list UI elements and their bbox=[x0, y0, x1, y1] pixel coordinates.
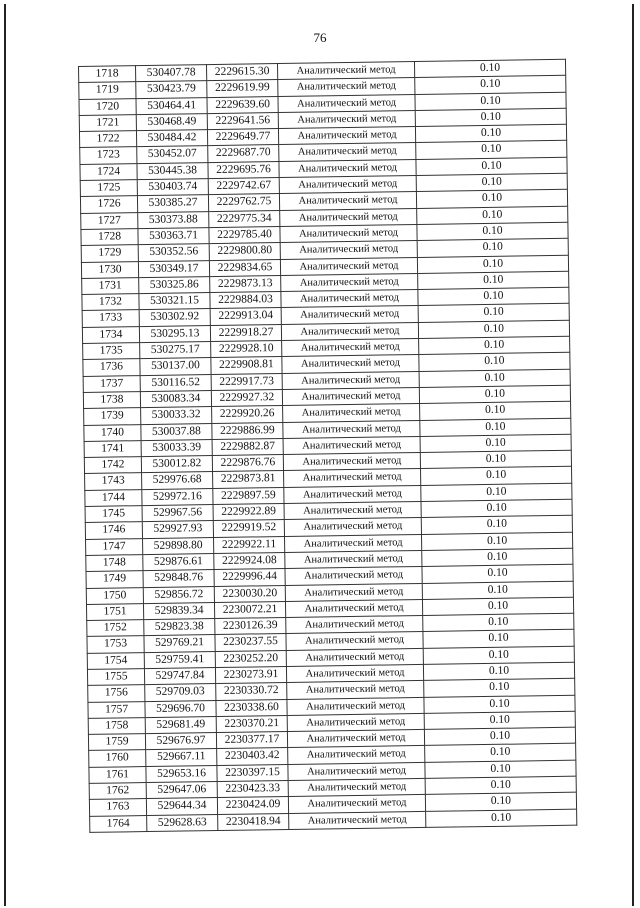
method-cell: Аналитический метод bbox=[286, 648, 423, 666]
y-coordinate: 2229873.81 bbox=[213, 471, 284, 488]
y-coordinate: 2230072.21 bbox=[214, 601, 285, 618]
accuracy-cell: 0.10 bbox=[423, 613, 574, 632]
x-coordinate: 529747.84 bbox=[144, 668, 215, 685]
y-coordinate: 2230418.94 bbox=[218, 813, 289, 830]
x-coordinate: 529644.34 bbox=[146, 798, 217, 815]
y-coordinate: 2229742.67 bbox=[208, 178, 279, 195]
point-number: 1724 bbox=[80, 163, 137, 180]
coordinates-table bbox=[78, 59, 577, 833]
accuracy-cell: 0.10 bbox=[415, 76, 566, 95]
point-number: 1751 bbox=[86, 603, 143, 620]
point-number: 1758 bbox=[88, 717, 145, 734]
x-coordinate: 530321.15 bbox=[139, 293, 210, 310]
y-coordinate: 2230403.42 bbox=[217, 748, 288, 765]
point-number: 1755 bbox=[87, 669, 144, 686]
y-coordinate: 2229695.76 bbox=[208, 161, 279, 178]
x-coordinate: 529769.21 bbox=[144, 635, 215, 652]
method-cell: Аналитический метод bbox=[279, 143, 416, 161]
method-cell: Аналитический метод bbox=[287, 730, 424, 748]
method-cell: Аналитический метод bbox=[280, 241, 417, 259]
point-number: 1752 bbox=[87, 620, 144, 637]
method-cell: Аналитический метод bbox=[281, 290, 418, 308]
accuracy-cell: 0.10 bbox=[419, 369, 570, 388]
x-coordinate: 529681.49 bbox=[145, 716, 216, 733]
accuracy-cell: 0.10 bbox=[421, 516, 572, 535]
x-coordinate: 530116.52 bbox=[140, 374, 211, 391]
accuracy-cell: 0.10 bbox=[421, 532, 572, 551]
x-coordinate: 529898.80 bbox=[143, 537, 214, 554]
point-number: 1718 bbox=[79, 66, 136, 83]
x-coordinate: 530464.41 bbox=[136, 97, 207, 114]
point-number: 1736 bbox=[83, 359, 140, 376]
y-coordinate: 2229927.32 bbox=[211, 389, 282, 406]
point-number: 1742 bbox=[84, 457, 141, 474]
y-coordinate: 2229873.13 bbox=[210, 275, 281, 292]
accuracy-cell: 0.10 bbox=[421, 499, 572, 518]
point-number: 1731 bbox=[82, 277, 139, 294]
method-cell: Аналитический метод bbox=[283, 420, 420, 438]
point-number: 1725 bbox=[80, 180, 137, 197]
x-coordinate: 529759.41 bbox=[144, 651, 215, 668]
accuracy-cell: 0.10 bbox=[424, 711, 575, 730]
accuracy-cell: 0.10 bbox=[425, 744, 576, 763]
method-cell: Аналитический метод bbox=[281, 273, 418, 291]
method-cell: Аналитический метод bbox=[287, 697, 424, 715]
point-number: 1730 bbox=[81, 261, 138, 278]
method-cell: Аналитический метод bbox=[289, 811, 426, 829]
accuracy-cell: 0.10 bbox=[420, 434, 571, 453]
accuracy-cell: 0.10 bbox=[420, 418, 571, 437]
x-coordinate: 530363.71 bbox=[138, 228, 209, 245]
point-number: 1749 bbox=[86, 571, 143, 588]
y-coordinate: 2230377.17 bbox=[216, 732, 287, 749]
point-number: 1761 bbox=[89, 766, 146, 783]
x-coordinate: 529696.70 bbox=[145, 700, 216, 717]
y-coordinate: 2230252.20 bbox=[215, 650, 286, 667]
y-coordinate: 2229924.08 bbox=[214, 552, 285, 569]
y-coordinate: 2229619.99 bbox=[207, 80, 278, 97]
x-coordinate: 529976.68 bbox=[142, 472, 213, 489]
accuracy-cell: 0.10 bbox=[420, 401, 571, 420]
point-number: 1745 bbox=[85, 506, 142, 523]
accuracy-cell: 0.10 bbox=[422, 564, 573, 583]
y-coordinate: 2230424.09 bbox=[217, 797, 288, 814]
y-coordinate: 2229785.40 bbox=[209, 226, 280, 243]
y-coordinate: 2229908.81 bbox=[211, 357, 282, 374]
x-coordinate: 530275.17 bbox=[140, 342, 211, 359]
y-coordinate: 2229919.52 bbox=[213, 520, 284, 537]
method-cell: Аналитический метод bbox=[282, 371, 419, 389]
method-cell: Аналитический метод bbox=[280, 224, 417, 242]
point-number: 1748 bbox=[86, 554, 143, 571]
y-coordinate: 2229834.65 bbox=[209, 259, 280, 276]
method-cell: Аналитический метод bbox=[279, 176, 416, 194]
point-number: 1753 bbox=[87, 636, 144, 653]
method-cell: Аналитический метод bbox=[284, 469, 421, 487]
method-cell: Аналитический метод bbox=[283, 453, 420, 471]
y-coordinate: 2229917.73 bbox=[211, 373, 282, 390]
x-coordinate: 530403.74 bbox=[137, 179, 208, 196]
point-number: 1740 bbox=[84, 424, 141, 441]
accuracy-cell: 0.10 bbox=[420, 450, 571, 469]
y-coordinate: 2229996.44 bbox=[214, 569, 285, 586]
method-cell: Аналитический метод bbox=[281, 322, 418, 340]
y-coordinate: 2229649.77 bbox=[207, 129, 278, 146]
point-number: 1726 bbox=[80, 196, 137, 213]
table-body bbox=[79, 59, 577, 832]
accuracy-cell: 0.10 bbox=[417, 239, 568, 258]
accuracy-cell: 0.10 bbox=[425, 776, 576, 795]
accuracy-cell: 0.10 bbox=[419, 336, 570, 355]
accuracy-cell: 0.10 bbox=[418, 304, 569, 323]
point-number: 1732 bbox=[82, 294, 139, 311]
x-coordinate: 529628.63 bbox=[147, 814, 218, 831]
accuracy-cell: 0.10 bbox=[419, 353, 570, 372]
y-coordinate: 2229922.89 bbox=[213, 504, 284, 521]
point-number: 1722 bbox=[79, 131, 136, 148]
point-number: 1759 bbox=[88, 734, 145, 751]
x-coordinate: 530033.39 bbox=[141, 439, 212, 456]
x-coordinate: 529848.76 bbox=[143, 570, 214, 587]
method-cell: Аналитический метод bbox=[284, 501, 421, 519]
method-cell: Аналитический метод bbox=[281, 306, 418, 324]
method-cell: Аналитический метод bbox=[278, 127, 415, 145]
accuracy-cell: 0.10 bbox=[417, 206, 568, 225]
point-number: 1733 bbox=[82, 310, 139, 327]
y-coordinate: 2229639.60 bbox=[207, 96, 278, 113]
x-coordinate: 530468.49 bbox=[136, 113, 207, 130]
y-coordinate: 2230237.55 bbox=[215, 634, 286, 651]
point-number: 1738 bbox=[83, 392, 140, 409]
x-coordinate: 530012.82 bbox=[141, 456, 212, 473]
x-coordinate: 530137.00 bbox=[140, 358, 211, 375]
accuracy-cell: 0.10 bbox=[415, 92, 566, 111]
point-number: 1741 bbox=[84, 440, 141, 457]
x-coordinate: 530302.92 bbox=[139, 309, 210, 326]
y-coordinate: 2230126.39 bbox=[215, 618, 286, 635]
method-cell: Аналитический метод bbox=[286, 632, 423, 650]
method-cell: Аналитический метод bbox=[286, 616, 423, 634]
accuracy-cell: 0.10 bbox=[423, 662, 574, 681]
accuracy-cell: 0.10 bbox=[422, 581, 573, 600]
accuracy-cell: 0.10 bbox=[419, 385, 570, 404]
accuracy-cell: 0.10 bbox=[418, 287, 569, 306]
method-cell: Аналитический метод bbox=[285, 550, 422, 568]
y-coordinate: 2229800.80 bbox=[209, 243, 280, 260]
x-coordinate: 530037.88 bbox=[141, 423, 212, 440]
y-coordinate: 2229882.87 bbox=[212, 438, 283, 455]
accuracy-cell: 0.10 bbox=[421, 467, 572, 486]
accuracy-cell: 0.10 bbox=[415, 108, 566, 127]
y-coordinate: 2229641.56 bbox=[207, 112, 278, 129]
x-coordinate: 530349.17 bbox=[138, 260, 209, 277]
point-number: 1735 bbox=[83, 343, 140, 360]
x-coordinate: 530033.32 bbox=[141, 407, 212, 424]
y-coordinate: 2229884.03 bbox=[210, 292, 281, 309]
method-cell: Аналитический метод bbox=[283, 404, 420, 422]
method-cell: Аналитический метод bbox=[284, 534, 421, 552]
x-coordinate: 529839.34 bbox=[143, 602, 214, 619]
method-cell: Аналитический метод bbox=[287, 681, 424, 699]
y-coordinate: 2229922.11 bbox=[214, 536, 285, 553]
method-cell: Аналитический метод bbox=[285, 583, 422, 601]
point-number: 1720 bbox=[79, 98, 136, 115]
accuracy-cell: 0.10 bbox=[422, 597, 573, 616]
point-number: 1763 bbox=[89, 799, 146, 816]
method-cell: Аналитический метод bbox=[282, 339, 419, 357]
method-cell: Аналитический метод bbox=[287, 713, 424, 731]
accuracy-cell: 0.10 bbox=[424, 727, 575, 746]
x-coordinate: 530083.34 bbox=[140, 390, 211, 407]
method-cell: Аналитический метод bbox=[279, 159, 416, 177]
y-coordinate: 2230423.33 bbox=[217, 781, 288, 798]
accuracy-cell: 0.10 bbox=[425, 760, 576, 779]
method-cell: Аналитический метод bbox=[278, 94, 415, 112]
accuracy-cell: 0.10 bbox=[423, 630, 574, 649]
x-coordinate: 529709.03 bbox=[145, 684, 216, 701]
x-coordinate: 529967.56 bbox=[142, 505, 213, 522]
method-cell: Аналитический метод bbox=[284, 485, 421, 503]
point-number: 1750 bbox=[86, 587, 143, 604]
accuracy-cell: 0.10 bbox=[425, 793, 576, 812]
y-coordinate: 2229928.10 bbox=[211, 341, 282, 358]
accuracy-cell: 0.10 bbox=[416, 141, 567, 160]
point-number: 1729 bbox=[81, 245, 138, 262]
method-cell: Аналитический метод bbox=[288, 762, 425, 780]
method-cell: Аналитический метод bbox=[282, 387, 419, 405]
x-coordinate: 529856.72 bbox=[143, 586, 214, 603]
accuracy-cell: 0.10 bbox=[426, 809, 577, 828]
x-coordinate: 530445.38 bbox=[137, 162, 208, 179]
accuracy-cell: 0.10 bbox=[418, 320, 569, 339]
method-cell: Аналитический метод bbox=[280, 208, 417, 226]
point-number: 1723 bbox=[80, 147, 137, 164]
accuracy-cell: 0.10 bbox=[421, 483, 572, 502]
accuracy-cell: 0.10 bbox=[422, 548, 573, 567]
accuracy-cell: 0.10 bbox=[424, 678, 575, 697]
point-number: 1739 bbox=[84, 408, 141, 425]
accuracy-cell: 0.10 bbox=[416, 157, 567, 176]
accuracy-cell: 0.10 bbox=[424, 695, 575, 714]
x-coordinate: 529647.06 bbox=[146, 782, 217, 799]
point-number: 1728 bbox=[81, 229, 138, 246]
point-number: 1737 bbox=[83, 375, 140, 392]
method-cell: Аналитический метод bbox=[278, 110, 415, 128]
point-number: 1756 bbox=[88, 685, 145, 702]
method-cell: Аналитический метод bbox=[279, 192, 416, 210]
x-coordinate: 530385.27 bbox=[137, 195, 208, 212]
x-coordinate: 530325.86 bbox=[139, 276, 210, 293]
method-cell: Аналитический метод bbox=[285, 599, 422, 617]
method-cell: Аналитический метод bbox=[286, 664, 423, 682]
point-number: 1727 bbox=[81, 212, 138, 229]
method-cell: Аналитический метод bbox=[282, 355, 419, 373]
y-coordinate: 2229762.75 bbox=[208, 194, 279, 211]
method-cell: Аналитический метод bbox=[278, 78, 415, 96]
point-number: 1754 bbox=[87, 652, 144, 669]
point-number: 1762 bbox=[89, 783, 146, 800]
method-cell: Аналитический метод bbox=[288, 778, 425, 796]
x-coordinate: 529823.38 bbox=[144, 619, 215, 636]
point-number: 1734 bbox=[82, 326, 139, 343]
point-number: 1757 bbox=[88, 701, 145, 718]
method-cell: Аналитический метод bbox=[280, 257, 417, 275]
y-coordinate: 2229920.26 bbox=[212, 406, 283, 423]
y-coordinate: 2230030.20 bbox=[214, 585, 285, 602]
x-coordinate: 529972.16 bbox=[142, 488, 213, 505]
y-coordinate: 2229913.04 bbox=[210, 308, 281, 325]
x-coordinate: 529667.11 bbox=[146, 749, 217, 766]
method-cell: Аналитический метод bbox=[284, 518, 421, 536]
y-coordinate: 2230330.72 bbox=[216, 683, 287, 700]
x-coordinate: 530295.13 bbox=[139, 325, 210, 342]
point-number: 1743 bbox=[85, 473, 142, 490]
y-coordinate: 2230397.15 bbox=[217, 764, 288, 781]
y-coordinate: 2229886.99 bbox=[212, 422, 283, 439]
x-coordinate: 529876.61 bbox=[143, 553, 214, 570]
point-number: 1746 bbox=[85, 522, 142, 539]
method-cell: Аналитический метод bbox=[285, 567, 422, 585]
method-cell: Аналитический метод bbox=[277, 62, 414, 80]
accuracy-cell: 0.10 bbox=[414, 59, 565, 78]
x-coordinate: 529653.16 bbox=[146, 765, 217, 782]
accuracy-cell: 0.10 bbox=[416, 190, 567, 209]
accuracy-cell: 0.10 bbox=[416, 173, 567, 192]
accuracy-cell: 0.10 bbox=[423, 646, 574, 665]
y-coordinate: 2229918.27 bbox=[210, 324, 281, 341]
point-number: 1747 bbox=[86, 538, 143, 555]
y-coordinate: 2229615.30 bbox=[206, 64, 277, 81]
y-coordinate: 2229687.70 bbox=[208, 145, 279, 162]
point-number: 1721 bbox=[79, 115, 136, 132]
y-coordinate: 2230370.21 bbox=[216, 715, 287, 732]
x-coordinate: 529676.97 bbox=[145, 733, 216, 750]
y-coordinate: 2229897.59 bbox=[213, 487, 284, 504]
accuracy-cell: 0.10 bbox=[418, 271, 569, 290]
point-number: 1760 bbox=[89, 750, 146, 767]
page-number: 76 bbox=[313, 30, 327, 45]
x-coordinate: 529927.93 bbox=[142, 521, 213, 538]
point-number: 1764 bbox=[90, 815, 147, 832]
x-coordinate: 530452.07 bbox=[137, 146, 208, 163]
y-coordinate: 2229876.76 bbox=[212, 455, 283, 472]
point-number: 1719 bbox=[79, 82, 136, 99]
y-coordinate: 2230338.60 bbox=[216, 699, 287, 716]
x-coordinate: 530423.79 bbox=[136, 81, 207, 98]
y-coordinate: 2229775.34 bbox=[209, 210, 280, 227]
y-coordinate: 2230273.91 bbox=[215, 666, 286, 683]
accuracy-cell: 0.10 bbox=[417, 222, 568, 241]
accuracy-cell: 0.10 bbox=[417, 255, 568, 274]
method-cell: Аналитический метод bbox=[288, 795, 425, 813]
x-coordinate: 530484.42 bbox=[136, 130, 207, 147]
x-coordinate: 530352.56 bbox=[138, 244, 209, 261]
method-cell: Аналитический метод bbox=[288, 746, 425, 764]
x-coordinate: 530373.88 bbox=[138, 211, 209, 228]
method-cell: Аналитический метод bbox=[283, 436, 420, 454]
accuracy-cell: 0.10 bbox=[415, 124, 566, 143]
x-coordinate: 530407.78 bbox=[136, 65, 207, 82]
point-number: 1744 bbox=[85, 489, 142, 506]
